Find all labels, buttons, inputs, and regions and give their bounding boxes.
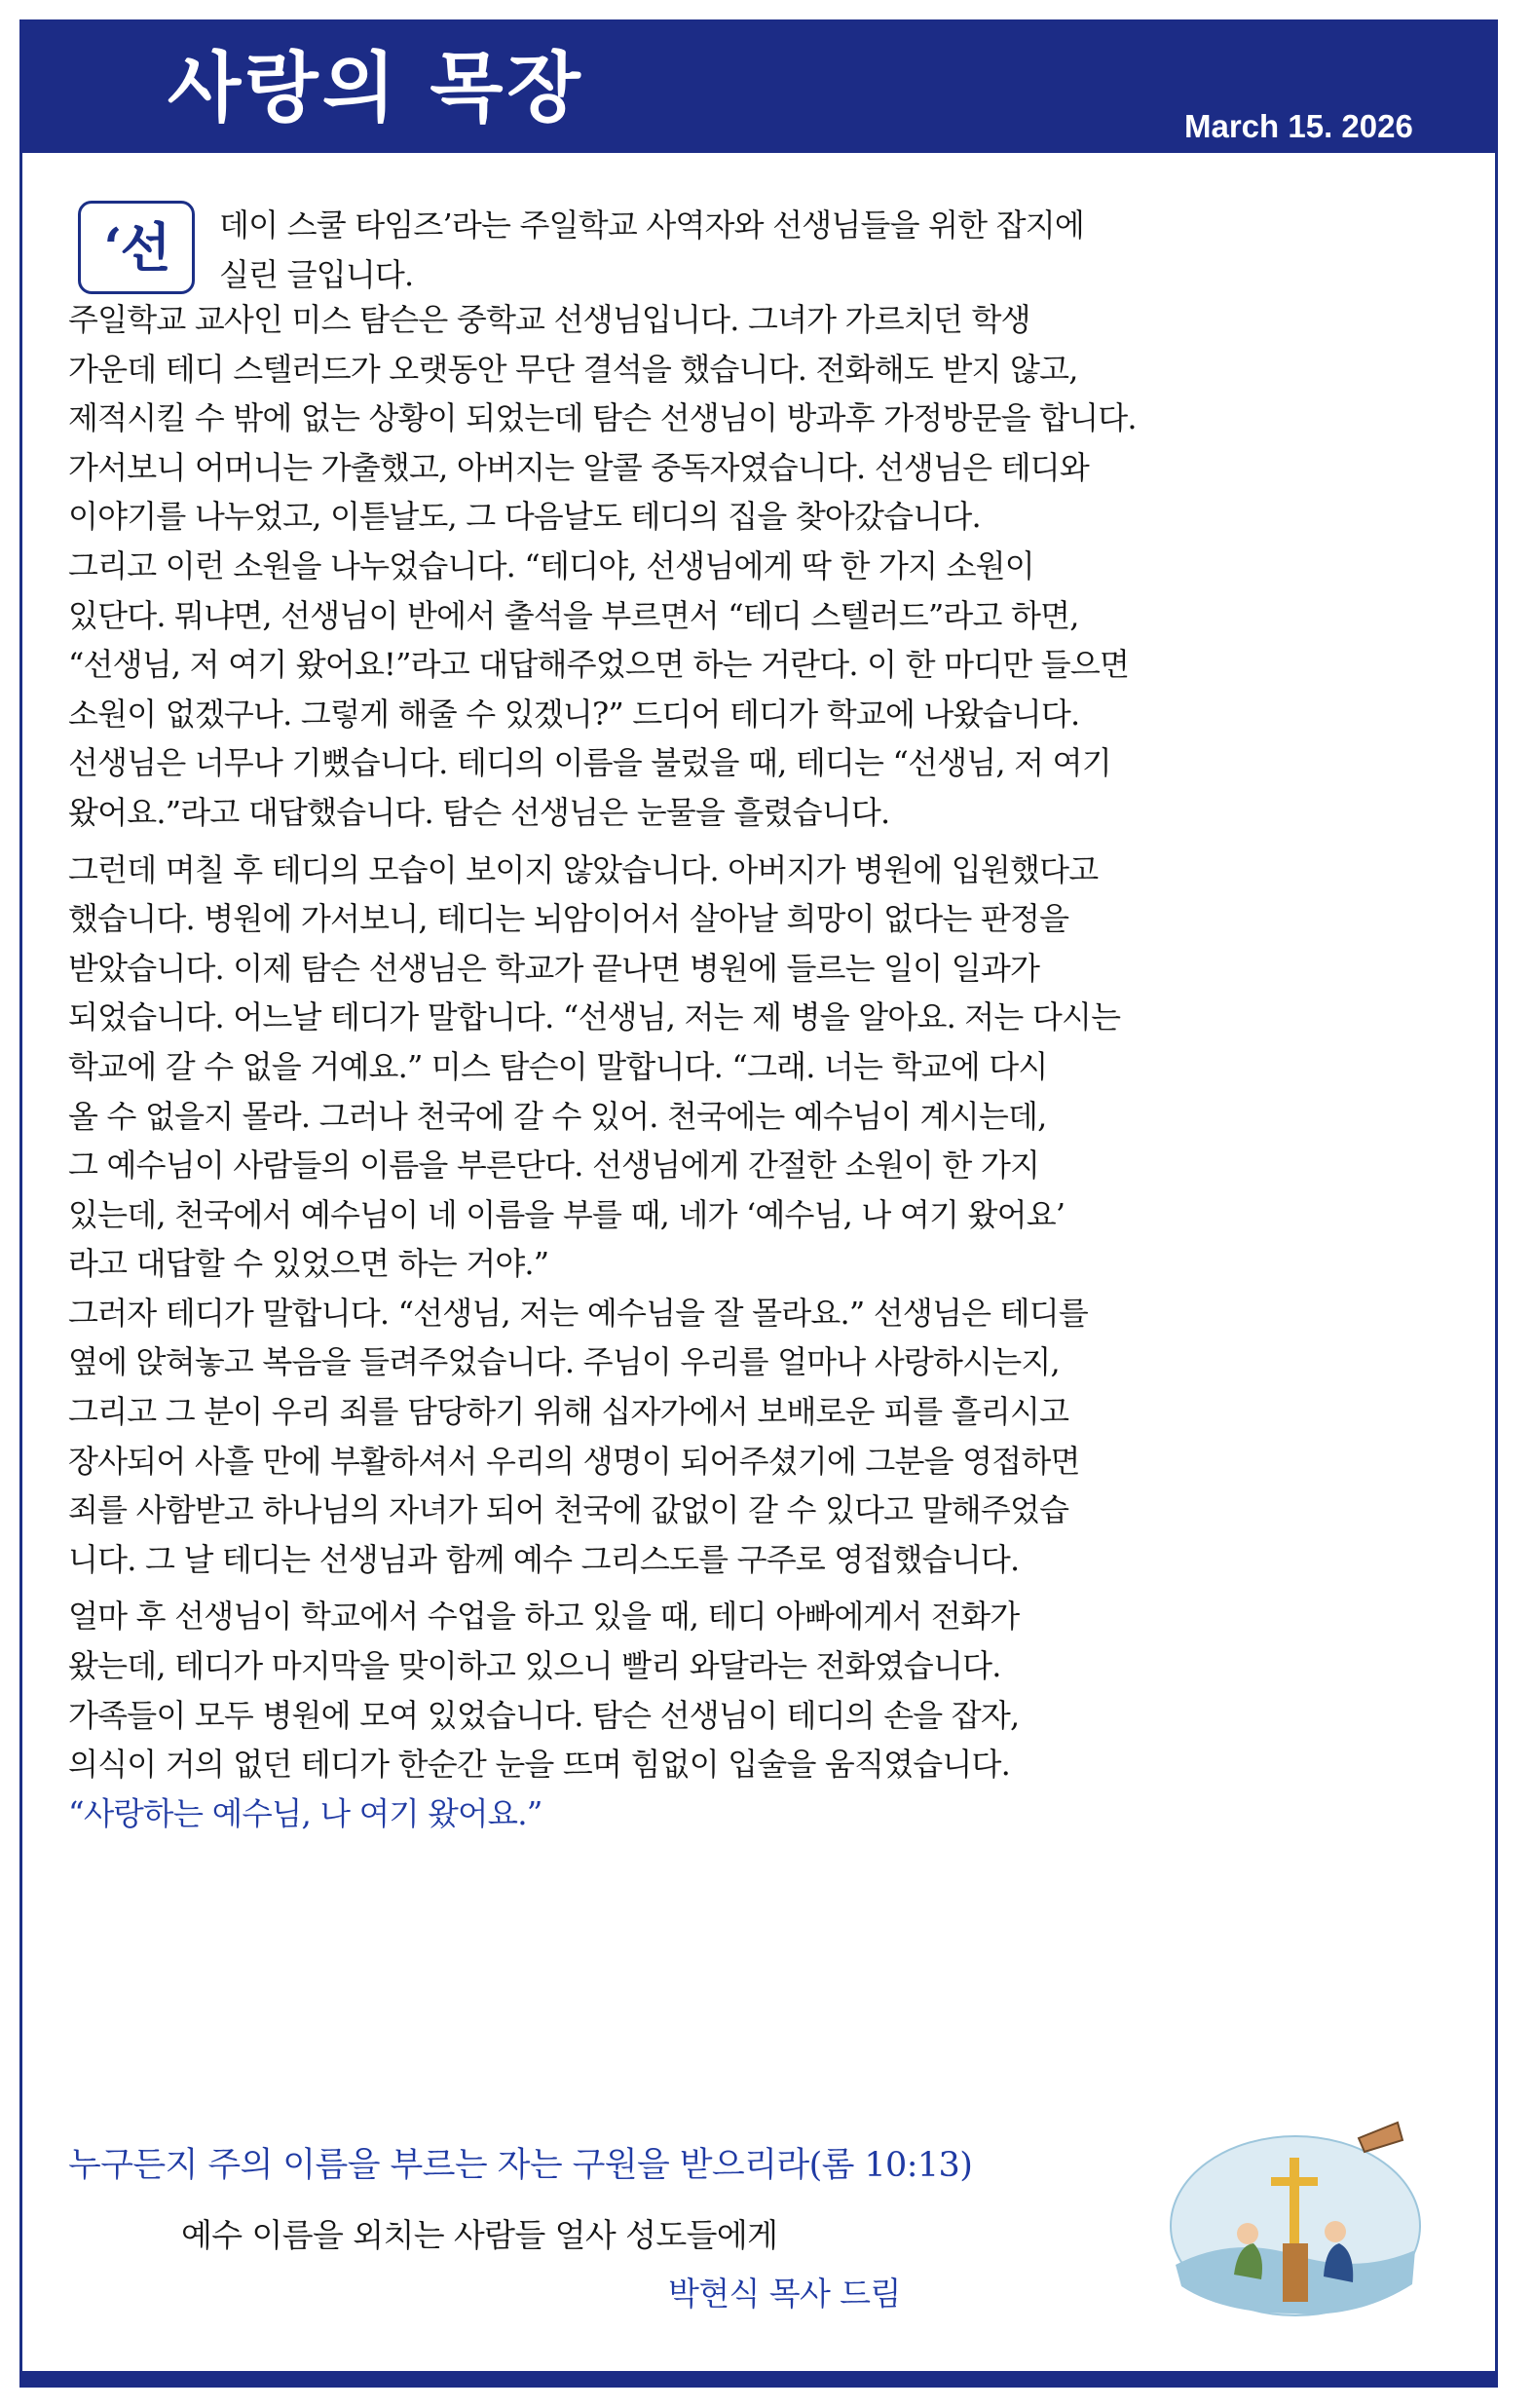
article-line: 왔는데, 테디가 마지막을 맞이하고 있으니 빨리 와달라는 전화였습니다. [68,1647,1001,1685]
article-line: 주일학교 교사인 미스 탐슨은 중학교 선생님입니다. 그녀가 가르치던 학생 [68,301,1030,338]
article-line: 그리고 이런 소원을 나누었습니다. “테디야, 선생님에게 딱 한 가지 소원이 [68,546,1034,584]
article-line: 이야기를 나누었고, 이튿날도, 그 다음날도 테디의 집을 찾아갔습니다. [68,498,981,536]
article-line: 했습니다. 병원에 가서보니, 테디는 뇌암이어서 살아날 희망이 없다는 판정을 [68,900,1069,938]
article-line: 라고 대답할 수 있었으면 하는 거야.” [68,1245,549,1283]
flag-icon [1359,2123,1402,2152]
article-line: 있는데, 천국에서 예수님이 네 이름을 부를 때, 네가 ‘예수님, 나 여기 왔어요’ [68,1195,1066,1233]
cross-icon-vertical [1290,2158,1299,2245]
pastor-signature: 박현식 목사 드림 [668,2275,901,2313]
article-line: 니다. 그 날 테디는 선생님과 함께 예수 그리스도를 구주로 영접했습니다. [68,1540,1020,1578]
article-line: 그런데 며칠 후 테디의 모습이 보이지 않았습니다. 아버지가 병원에 입원했다고 [68,850,1099,888]
issue-date: March 15. 2026 [1184,108,1413,144]
article-line: “선생님, 저 여기 왔어요!”라고 대답해주었으면 하는 거란다. 이 한 마디만 들으면 [68,646,1130,684]
article-line: 옆에 앉혀놓고 복음을 들려주었습니다. 주님이 우리를 얼마나 사랑하시는지, [68,1343,1060,1381]
article-line: 그리고 그 분이 우리 죄를 담당하기 위해 십자가에서 보배로운 피를 흘리시고 [68,1393,1069,1431]
article-line: 왔어요.”라고 대답했습니다. 탐슨 선생님은 눈물을 흘렸습니다. [68,793,890,831]
article-line: 죄를 사함받고 하나님의 자녀가 되어 천국에 값없이 갈 수 있다고 말해주었습 [68,1491,1069,1529]
cross-icon-horizontal [1271,2177,1318,2186]
footer-band [19,2371,1498,2388]
article-intro [219,201,1485,299]
paragraph-3 [68,1592,1490,1838]
closing-dedication: 예수 이름을 외치는 사람들 얼사 성도들에게 [181,2216,778,2254]
bible-verse: 누구든지 주의 이름을 부르는 자는 구원을 받으리라(롬 10:13) [68,2146,973,2185]
final-quote: “사랑하는 예수님, 나 여기 왔어요.” [68,1794,542,1832]
figure-left-head [1237,2223,1258,2244]
article-line: 가서보니 어머니는 가출했고, 아버지는 알콜 중독자였습니다. 선생님은 테디와 [68,448,1089,486]
article-line: 실린 글입니다. [219,255,414,293]
article-line: 학교에 갈 수 없을 거예요.” 미스 탐슨이 말합니다. “그래. 너는 학교에 다시 [68,1047,1048,1085]
article-body [68,295,1490,1838]
article-line: 올 수 없을지 몰라. 그러나 천국에 갈 수 있어. 천국에는 예수님이 계시는데, [68,1097,1047,1135]
article-line: 의식이 거의 없던 테디가 한순간 눈을 뜨며 힘없이 입술을 움직였습니다. [68,1746,1010,1784]
drop-cap: ‘선 [78,201,195,294]
article-line: 받았습니다. 이제 탐슨 선생님은 학교가 끝나면 병원에 들르는 일이 일과가 [68,949,1040,987]
article-line: 그 예수님이 사람들의 이름을 부른단다. 선생님에게 간절한 소원이 한 가지 [68,1147,1040,1185]
newsletter-title: 사랑의 목장 [168,45,584,132]
article-line: 가운데 테디 스텔러드가 오랫동안 무단 결석을 했습니다. 전화해도 받지 않고, [68,350,1078,388]
article-line: 선생님은 너무나 기뻤습니다. 테디의 이름을 불렀을 때, 테디는 “선생님, 저 여기 [68,744,1111,782]
article-line: 얼마 후 선생님이 학교에서 수업을 하고 있을 때, 테디 아빠에게서 전화가 [68,1598,1020,1636]
article-line: 장사되어 사흘 만에 부활하셔서 우리의 생명이 되어주셨기에 그분을 영접하면 [68,1442,1080,1480]
paragraph-1 [68,295,1490,838]
article-line: 소원이 없겠구나. 그렇게 해줄 수 있겠니?” 드디어 테디가 학교에 나왔습니다. [68,695,1080,733]
article-line: 가족들이 모두 병원에 모여 있었습니다. 탐슨 선생님이 테디의 손을 잡자, [68,1696,1020,1734]
article-line: 있단다. 뭐냐면, 선생님이 반에서 출석을 부르면서 “테디 스텔러드”라고 하면, [68,596,1079,634]
article-line: 데이 스쿨 타임즈’라는 주일학교 사역자와 선생님들을 위한 잡지에 [219,207,1085,244]
article-line: 그러자 테디가 말합니다. “선생님, 저는 예수님을 잘 몰라요.” 선생님은 테디를 [68,1294,1088,1332]
prayer-cross-illustration [1164,2119,1427,2323]
figure-right-head [1325,2221,1346,2242]
article-line: 제적시킬 수 밖에 없는 상황이 되었는데 탐슨 선생님이 방과후 가정방문을 합니다. [68,399,1137,437]
cross-base [1283,2243,1308,2302]
article-line: 되었습니다. 어느날 테디가 말합니다. “선생님, 저는 제 병을 알아요. 저는 다시는 [68,998,1121,1036]
paragraph-2 [68,846,1490,1585]
